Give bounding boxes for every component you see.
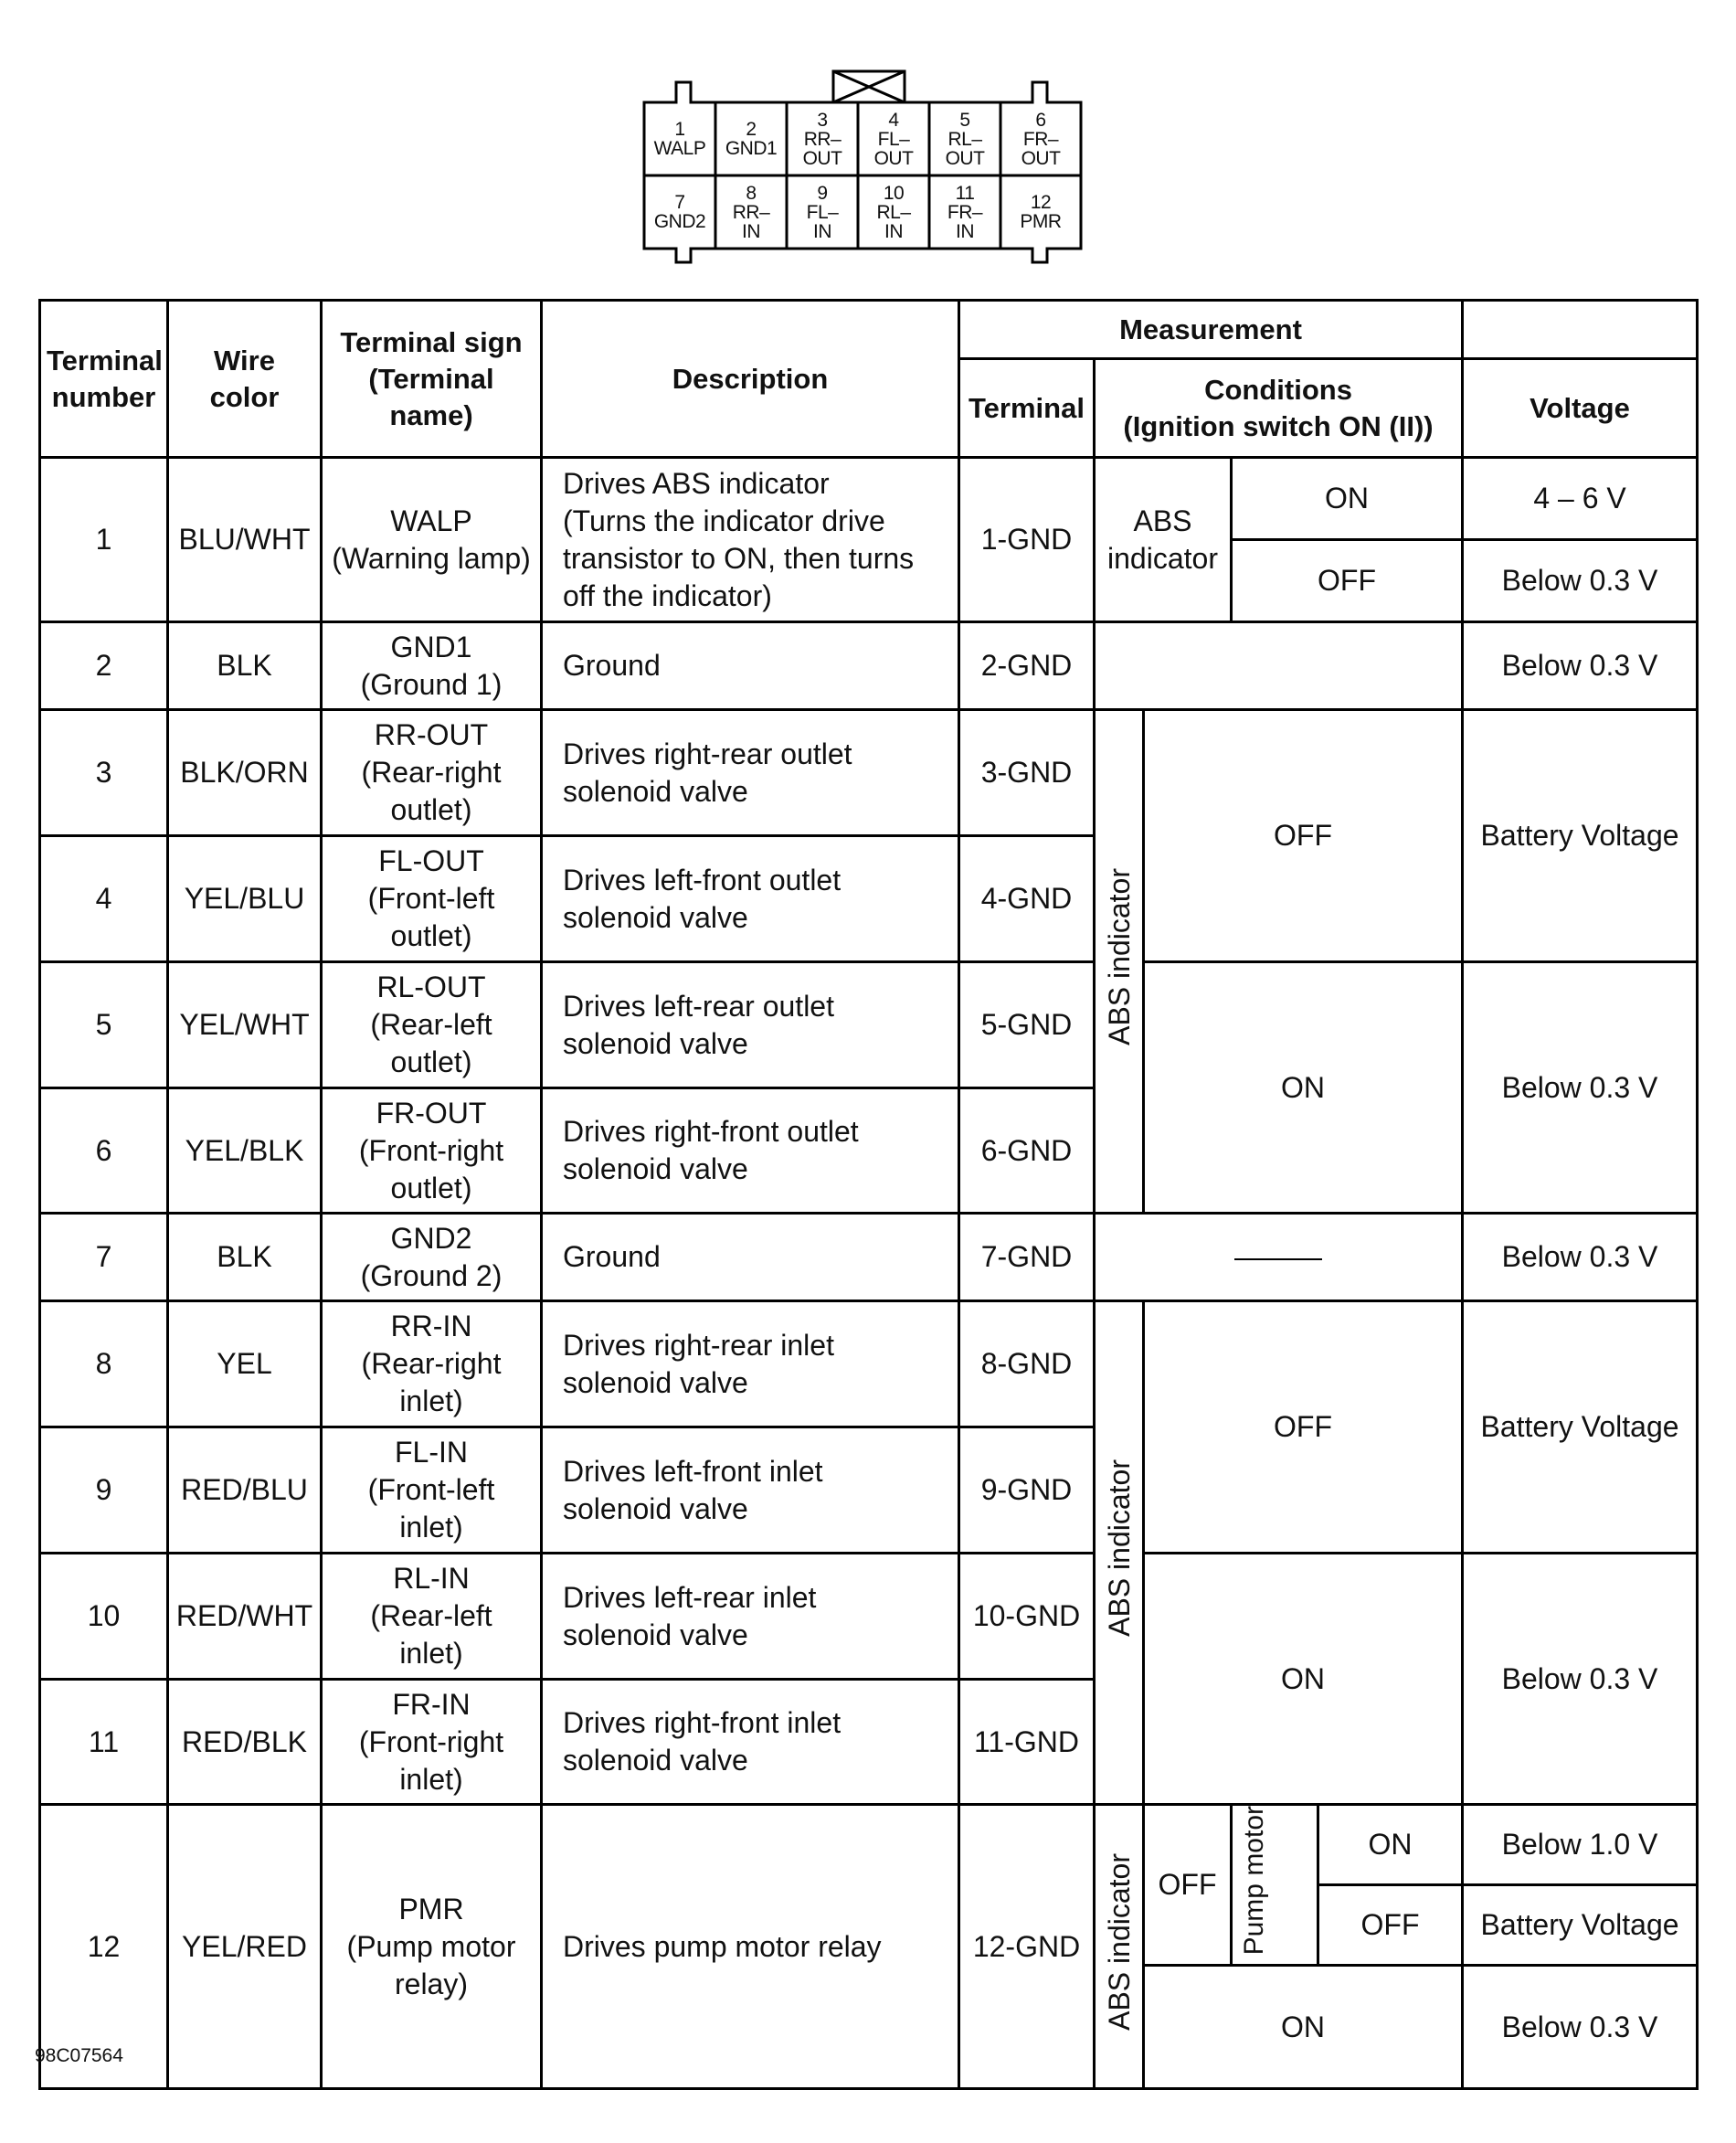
cell-wire-color: YEL/BLK xyxy=(168,1088,322,1214)
cell-voltage: Below 0.3 V xyxy=(1463,962,1698,1214)
cell-wire-color: BLK/ORN xyxy=(168,710,322,836)
cell-condition-on: ON xyxy=(1232,458,1463,540)
cell-terminal-number: 9 xyxy=(40,1427,168,1554)
connector-pin-4 xyxy=(858,104,929,174)
cell-abs-indicator-vertical: ABS indicator xyxy=(1095,1805,1144,2089)
pin-label: PMR xyxy=(1020,211,1062,232)
cell-terminal-sign: RR-IN (Rear-right inlet) xyxy=(322,1301,542,1427)
cell-description: Drives right-front outlet solenoid valve xyxy=(542,1088,959,1214)
cell-wire-color: YEL/BLU xyxy=(168,836,322,962)
cell-voltage: Below 1.0 V xyxy=(1463,1805,1698,1885)
cell-terminal-sign: GND2 (Ground 2) xyxy=(322,1214,542,1301)
cell-description: Drives left-rear inlet solenoid valve xyxy=(542,1554,959,1680)
connector-diagram xyxy=(640,66,1096,271)
cell-measure-terminal: 3-GND xyxy=(959,710,1095,836)
pin-number: 5 xyxy=(959,109,970,131)
connector-pin-3 xyxy=(787,104,858,174)
pin-label: RR– xyxy=(803,128,842,150)
pin-number: 7 xyxy=(674,192,685,213)
cell-voltage: Below 0.3 V xyxy=(1463,540,1698,622)
connector-pin-8 xyxy=(715,177,787,247)
cell-terminal-number: 5 xyxy=(40,962,168,1088)
cell-terminal-number: 8 xyxy=(40,1301,168,1427)
pin-label: GND2 xyxy=(653,211,706,232)
pin-number: 4 xyxy=(888,109,899,131)
cell-measure-terminal: 4-GND xyxy=(959,836,1095,962)
cell-condition-on: ON xyxy=(1318,1805,1463,1885)
cell-measure-terminal: 7-GND xyxy=(959,1214,1095,1301)
pin-label: IN xyxy=(813,220,831,242)
cell-wire-color: BLK xyxy=(168,1214,322,1301)
connector-pin-9 xyxy=(787,177,858,247)
cell-condition-on: ON xyxy=(1144,962,1463,1214)
pin-label: OUT xyxy=(873,147,914,169)
pin-label: OUT xyxy=(1021,147,1061,169)
cell-voltage: Battery Voltage xyxy=(1463,1885,1698,1966)
cell-terminal-sign: RR-OUT (Rear-right outlet) xyxy=(322,710,542,836)
cell-voltage: Below 0.3 V xyxy=(1463,1214,1698,1301)
cell-condition-none xyxy=(1095,1214,1463,1301)
pin-label: WALP xyxy=(653,138,706,159)
cell-voltage: Battery Voltage xyxy=(1463,1301,1698,1554)
cell-terminal-number: 4 xyxy=(40,836,168,962)
cell-measure-terminal: 11-GND xyxy=(959,1680,1095,1805)
cell-measure-terminal: 6-GND xyxy=(959,1088,1095,1214)
cell-wire-color: RED/BLU xyxy=(168,1427,322,1554)
header-terminal-number: Terminal number xyxy=(40,301,168,458)
cell-terminal-sign: FR-IN (Front-right inlet) xyxy=(322,1680,542,1805)
pin-label: IN xyxy=(742,220,760,242)
cell-pump-motor-vertical: Pump motor xyxy=(1232,1805,1318,1966)
pin-label: GND1 xyxy=(725,138,778,159)
pin-number: 9 xyxy=(817,182,828,204)
cell-voltage: Below 0.3 V xyxy=(1463,622,1698,710)
pin-label: FR– xyxy=(1022,128,1059,150)
pin-label: RL– xyxy=(876,201,911,223)
cell-description: Drives ABS indicator (Turns the indicator drive transistor to ON, then turns off the indicator) xyxy=(542,458,959,622)
cell-description: Drives left-rear outlet solenoid valve xyxy=(542,962,959,1088)
pin-label: FL– xyxy=(806,201,839,223)
cell-measure-terminal: 2-GND xyxy=(959,622,1095,710)
cell-wire-color: RED/BLK xyxy=(168,1680,322,1805)
pin-number: 8 xyxy=(746,182,757,204)
pin-number: 6 xyxy=(1035,109,1046,131)
cell-measure-terminal: 10-GND xyxy=(959,1554,1095,1680)
pin-label: RR– xyxy=(732,201,770,223)
cell-measure-terminal: 1-GND xyxy=(959,458,1095,622)
cell-measure-terminal: 8-GND xyxy=(959,1301,1095,1427)
cell-measure-terminal: 5-GND xyxy=(959,962,1095,1088)
cell-wire-color: BLU/WHT xyxy=(168,458,322,622)
connector-pin-5 xyxy=(929,104,1000,174)
pin-label: FR– xyxy=(947,201,983,223)
cell-terminal-sign: FL-IN (Front-left inlet) xyxy=(322,1427,542,1554)
cell-terminal-number: 12 xyxy=(40,1805,168,2089)
cell-terminal-number: 7 xyxy=(40,1214,168,1301)
cell-voltage: 4 – 6 V xyxy=(1463,458,1698,540)
cell-condition-abs-indicator: ABS indicator xyxy=(1095,458,1232,622)
cell-wire-color: RED/WHT xyxy=(168,1554,322,1680)
header-terminal: Terminal xyxy=(959,359,1095,458)
pin-label: FL– xyxy=(877,128,910,150)
cell-terminal-sign: FR-OUT (Front-right outlet) xyxy=(322,1088,542,1214)
cell-terminal-number: 1 xyxy=(40,458,168,622)
header-empty-cell xyxy=(1463,301,1698,359)
header-wire-color: Wire color xyxy=(168,301,322,458)
cell-description: Ground xyxy=(542,622,959,710)
cell-measure-terminal: 9-GND xyxy=(959,1427,1095,1554)
cell-wire-color: YEL xyxy=(168,1301,322,1427)
cell-condition-off: OFF xyxy=(1144,710,1463,962)
header-measurement: Measurement xyxy=(959,301,1463,359)
cell-voltage: Below 0.3 V xyxy=(1463,1554,1698,1805)
cell-wire-color: YEL/RED xyxy=(168,1805,322,2089)
header-terminal-sign: Terminal sign (Terminal name) xyxy=(322,301,542,458)
dash-line xyxy=(1234,1258,1322,1260)
connector-pin-10 xyxy=(858,177,929,247)
cell-condition-off: OFF xyxy=(1144,1301,1463,1554)
cell-terminal-sign: RL-OUT (Rear-left outlet) xyxy=(322,962,542,1088)
pin-number: 1 xyxy=(674,119,685,140)
connector-pin-7 xyxy=(644,177,715,247)
pin-number: 11 xyxy=(955,182,975,204)
pin-label: RL– xyxy=(947,128,982,150)
cell-terminal-number: 3 xyxy=(40,710,168,836)
cell-terminal-sign: FL-OUT (Front-left outlet) xyxy=(322,836,542,962)
cell-description: Drives left-front inlet solenoid valve xyxy=(542,1427,959,1554)
connector-pin-11 xyxy=(929,177,1000,247)
cell-condition-off: OFF xyxy=(1144,1805,1232,1966)
cell-abs-indicator-vertical: ABS indicator xyxy=(1095,1301,1144,1805)
pin-label: OUT xyxy=(945,147,985,169)
pin-label: IN xyxy=(956,220,974,242)
cell-description: Drives right-front inlet solenoid valve xyxy=(542,1680,959,1805)
cell-terminal-sign: PMR (Pump motor relay) xyxy=(322,1805,542,2089)
pin-number: 10 xyxy=(883,182,905,204)
cell-abs-indicator-vertical: ABS indicator xyxy=(1095,710,1144,1214)
header-conditions: Conditions (Ignition switch ON (II)) xyxy=(1095,359,1463,458)
cell-description: Drives pump motor relay xyxy=(542,1805,959,2089)
cell-description: Drives right-rear outlet solenoid valve xyxy=(542,710,959,836)
cell-measure-terminal: 12-GND xyxy=(959,1805,1095,2089)
cell-terminal-sign: GND1 (Ground 1) xyxy=(322,622,542,710)
cell-terminal-sign: RL-IN (Rear-left inlet) xyxy=(322,1554,542,1680)
connector-pin-1 xyxy=(644,104,715,174)
cell-condition-off: OFF xyxy=(1318,1885,1463,1966)
connector-pin-12 xyxy=(1000,177,1081,247)
cell-wire-color: BLK xyxy=(168,622,322,710)
cell-wire-color: YEL/WHT xyxy=(168,962,322,1088)
connector-pin-6 xyxy=(1000,104,1081,174)
cell-terminal-number: 6 xyxy=(40,1088,168,1214)
connector-pin-2 xyxy=(715,104,787,174)
header-voltage: Voltage xyxy=(1463,359,1698,458)
cell-condition-on: ON xyxy=(1144,1966,1463,2089)
header-description: Description xyxy=(542,301,959,458)
cell-description: Drives right-rear inlet solenoid valve xyxy=(542,1301,959,1427)
cell-terminal-number: 10 xyxy=(40,1554,168,1680)
pin-label: IN xyxy=(884,220,903,242)
cell-description: Ground xyxy=(542,1214,959,1301)
pin-number: 12 xyxy=(1030,192,1052,213)
cell-terminal-sign: WALP (Warning lamp) xyxy=(322,458,542,622)
cell-condition-empty xyxy=(1095,622,1463,710)
cell-condition-on: ON xyxy=(1144,1554,1463,1805)
terminal-table xyxy=(38,299,1699,2090)
cell-description: Drives left-front outlet solenoid valve xyxy=(542,836,959,962)
pin-number: 2 xyxy=(746,119,757,140)
figure-id: 98C07564 xyxy=(35,2045,123,2066)
cell-terminal-number: 2 xyxy=(40,622,168,710)
cell-voltage: Below 0.3 V xyxy=(1463,1966,1698,2089)
cell-condition-off: OFF xyxy=(1232,540,1463,622)
cell-terminal-number: 11 xyxy=(40,1680,168,1805)
pin-label: OUT xyxy=(802,147,842,169)
pin-number: 3 xyxy=(817,109,828,131)
cell-voltage: Battery Voltage xyxy=(1463,710,1698,962)
